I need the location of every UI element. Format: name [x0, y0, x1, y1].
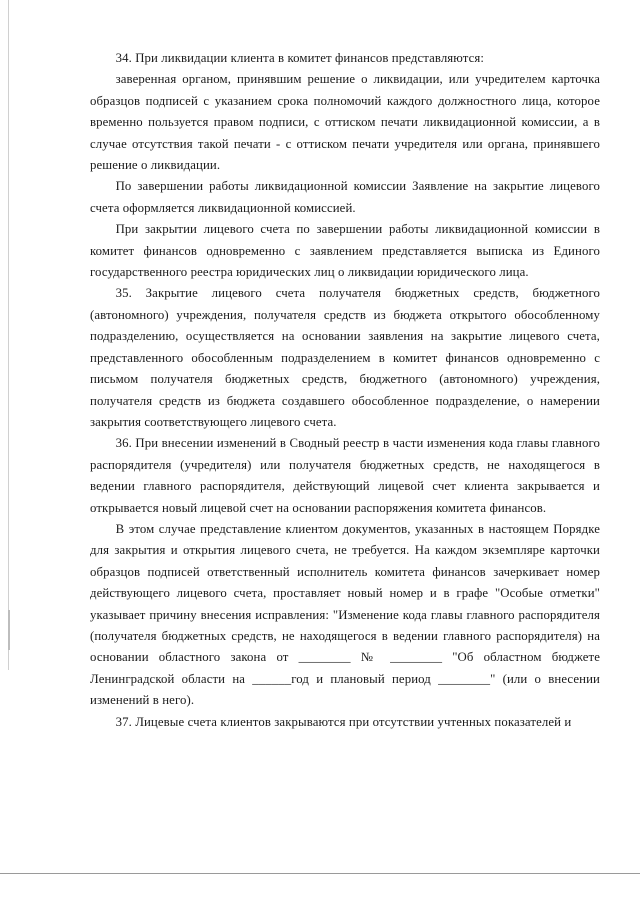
paragraph-36: 36. При внесении изменений в Сводный реестр в части изменения кода главы главного распорядителя (учредителя) или получателя бюджетных средств, не находящегося в ведении главного распорядителя, действующий лицевой счет клиента закрывается и открывается новый лицевой счет на основании распоряжения комитета финансов.	[90, 436, 600, 515]
paragraph-34-application: По завершении работы ликвидационной комиссии Заявление на закрытие лицевого счета оформляется ликвидационной комиссией.	[90, 179, 600, 215]
paragraph-37: 37. Лицевые счета клиентов закрываются при отсутствии учтенных показателей и	[115, 714, 572, 729]
paragraph-35: 35. Закрытие лицевого счета получателя бюджетных средств, бюджетного (автономного) учреждения, получателя средств из бюджета открытого обособленному подразделению, осуществляется на основании заявления на закрытие лицевого счета, представленного обособленным подразделением в комитет финансов одновременно с письмом получателя бюджетных средств, бюджетного (автономного) учреждения, получателя средств из бюджета создавшего обособленное подразделение, о намерении закрытия соответствующего лицевого счета.	[90, 286, 600, 429]
scan-margin-line	[8, 0, 9, 670]
paragraph-36-details: В этом случае представление клиентом документов, указанных в настоящем Порядке для закрытия и открытия лицевого счета, не требуется. На каждом экземпляре карточки образцов подписей ответственный исполнитель комитета финансов зачеркивает номер действующего лицевого счета, проставляет новый номер и в графе "Особые отметки" указывает причину внесения исправления: "Изменение кода главы главного распорядителя (получателя бюджетных средств, не находящегося в ведении главного распорядителя) на основании областного закона от ________ № ________ "Об областном бюджете Ленинградской области на ______год и плановый период ________" (или о внесении изменений в него).	[90, 521, 600, 708]
scan-bottom-edge	[0, 873, 640, 874]
scan-margin-mark	[8, 610, 10, 650]
document-body	[90, 48, 600, 733]
paragraph-34-heading: 34. При ликвидации клиента в комитет финансов представляются:	[115, 51, 485, 65]
paragraph-34-extract: При закрытии лицевого счета по завершении работы ликвидационной комиссии в комитет финансов одновременно с заявлением представляется выписка из Единого государственного реестра юридических лиц о ликвидации юридического лица.	[90, 222, 600, 280]
paragraph-34-card-description: заверенная органом, принявшим решение о ликвидации, или учредителем карточка образцов подписей с указанием срока полномочий каждого должностного лица, которое временно пользуется правом подписи, с оттиском печати ликвидационной комиссии, а в случае отсутствия такой печати - с оттиском печати учредителя или органа, принявшего решение о ликвидации.	[90, 72, 600, 173]
